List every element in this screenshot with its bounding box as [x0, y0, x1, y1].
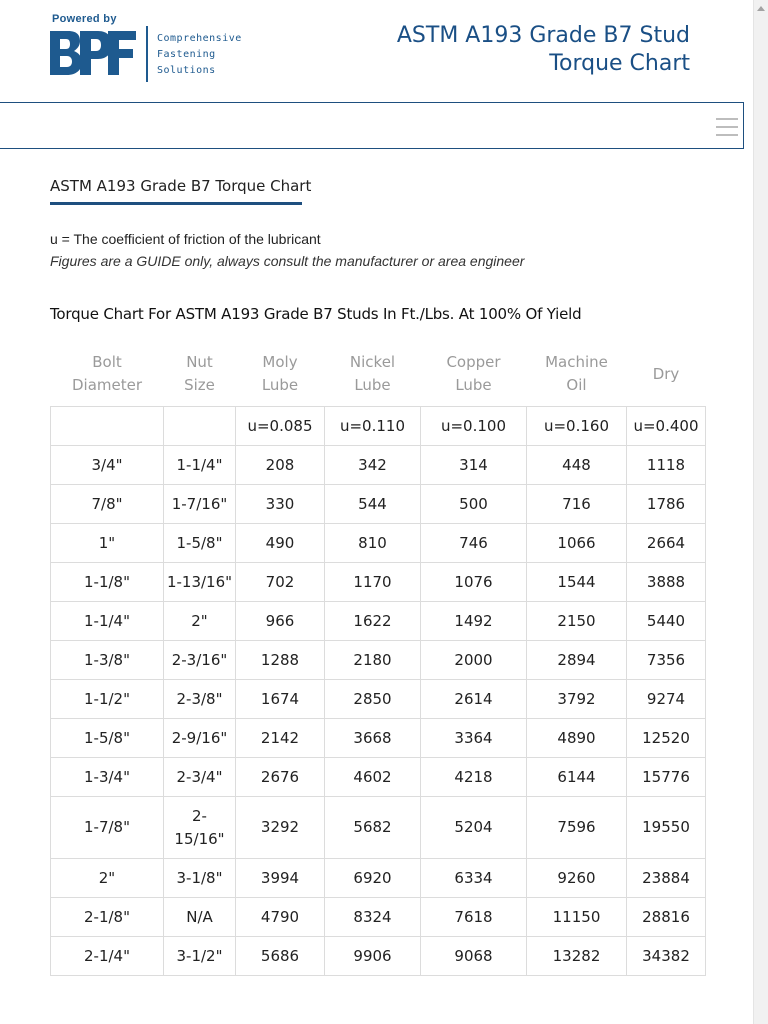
table-cell [51, 407, 164, 446]
table-cell: 3364 [421, 719, 527, 758]
table-cell: 7618 [421, 898, 527, 937]
table-cell: 716 [527, 485, 627, 524]
column-header [236, 342, 325, 407]
table-cell: 1-3/4" [51, 758, 164, 797]
table-row [51, 898, 706, 937]
column-header-line: Nickel [349, 353, 396, 371]
table-cell: 9906 [325, 937, 421, 976]
table-cell: 448 [527, 446, 627, 485]
table-cell: 4218 [421, 758, 527, 797]
table-cell: 9260 [527, 859, 627, 898]
page-scrollbar[interactable] [753, 0, 768, 1024]
table-cell: 966 [236, 602, 325, 641]
table-cell: 8324 [325, 898, 421, 937]
tagline-line: Comprehensive [157, 33, 242, 44]
table-cell: 23884 [627, 859, 706, 898]
table-cell: 12520 [627, 719, 706, 758]
column-header-line: Oil [566, 376, 587, 394]
torque-table [50, 342, 706, 976]
column-header [627, 342, 706, 407]
table-row [51, 602, 706, 641]
table-cell: 2" [51, 859, 164, 898]
table-cell: 4602 [325, 758, 421, 797]
table-cell: 1-3/8" [51, 641, 164, 680]
column-header [51, 342, 164, 407]
table-cell: 490 [236, 524, 325, 563]
table-cell: 1544 [527, 563, 627, 602]
table-cell: 19550 [627, 797, 706, 859]
table-cell: 9068 [421, 937, 527, 976]
table-cell: u=0.110 [325, 407, 421, 446]
table-row [51, 446, 706, 485]
table-row [51, 485, 706, 524]
column-header-line: Lube [455, 376, 492, 394]
column-header-line: Lube [354, 376, 391, 394]
table-cell: 2850 [325, 680, 421, 719]
table-cell: u=0.160 [527, 407, 627, 446]
column-header-line: Bolt [92, 353, 122, 371]
table-cell: 5682 [325, 797, 421, 859]
column-header-line: Moly [262, 353, 298, 371]
table-cell: 34382 [627, 937, 706, 976]
table-cell: u=0.100 [421, 407, 527, 446]
table-cell: 6144 [527, 758, 627, 797]
table-cell: 5204 [421, 797, 527, 859]
table-cell: 1066 [527, 524, 627, 563]
table-cell: 28816 [627, 898, 706, 937]
table-cell: 3-1/8" [164, 859, 236, 898]
table-cell: 1-7/16" [164, 485, 236, 524]
table-cell: 702 [236, 563, 325, 602]
column-header-line: Machine [545, 353, 608, 371]
table-body [51, 407, 706, 976]
column-header-line: Copper [446, 353, 501, 371]
table-row [51, 859, 706, 898]
table-cell: 3-1/2" [164, 937, 236, 976]
column-header-line: Size [184, 376, 215, 394]
table-cell: 7596 [527, 797, 627, 859]
table-header-row [51, 342, 706, 407]
table-cell: 314 [421, 446, 527, 485]
table-cell: 1-1/4" [164, 446, 236, 485]
navigation-bar [0, 102, 744, 149]
table-cell: 208 [236, 446, 325, 485]
table-cell: 13282 [527, 937, 627, 976]
table-row [51, 758, 706, 797]
table-cell: 2-1/8" [51, 898, 164, 937]
section-title: ASTM A193 Grade B7 Torque Chart [50, 177, 312, 195]
table-row [51, 680, 706, 719]
table-cell: 2-9/16" [164, 719, 236, 758]
table-cell: 2180 [325, 641, 421, 680]
table-cell: 1-5/8" [164, 524, 236, 563]
table-cell: 2-3/8" [164, 680, 236, 719]
table-cell: 1288 [236, 641, 325, 680]
table-cell: 1786 [627, 485, 706, 524]
table-cell: 3668 [325, 719, 421, 758]
column-header-line: Nut [186, 353, 213, 371]
table-cell: 1622 [325, 602, 421, 641]
page-title-line2: Torque Chart [549, 51, 690, 76]
table-cell: 2894 [527, 641, 627, 680]
table-cell: 4790 [236, 898, 325, 937]
table-cell: 3792 [527, 680, 627, 719]
table-row [51, 641, 706, 680]
table-cell: 1-7/8" [51, 797, 164, 859]
table-cell: 2142 [236, 719, 325, 758]
table-cell: 2150 [527, 602, 627, 641]
table-cell: 9274 [627, 680, 706, 719]
table-cell: 11150 [527, 898, 627, 937]
table-cell: 1" [51, 524, 164, 563]
table-cell: 1076 [421, 563, 527, 602]
column-header [527, 342, 627, 407]
guide-disclaimer: Figures are a GUIDE only, always consult the manufacturer or area engineer [50, 253, 525, 269]
table-cell: 2-1/4" [51, 937, 164, 976]
table-cell: 3292 [236, 797, 325, 859]
column-header-line: Diameter [71, 376, 143, 394]
table-cell: 3/4" [51, 446, 164, 485]
scroll-up-icon[interactable] [757, 6, 765, 11]
table-cell: 6334 [421, 859, 527, 898]
tagline-line: Fastening [157, 49, 216, 60]
table-cell: 1674 [236, 680, 325, 719]
column-header [421, 342, 527, 407]
table-cell: 500 [421, 485, 527, 524]
table-cell: 2" [164, 602, 236, 641]
table-cell: 3994 [236, 859, 325, 898]
powered-by-label: Powered by [52, 13, 117, 25]
table-cell: 3888 [627, 563, 706, 602]
table-row [51, 937, 706, 976]
table-cell: N/A [164, 898, 236, 937]
table-cell: 5440 [627, 602, 706, 641]
column-header-line: Lube [261, 376, 299, 394]
table-cell: 1492 [421, 602, 527, 641]
table-cell: 342 [325, 446, 421, 485]
column-header [164, 342, 236, 407]
table-cell: 2-3/4" [164, 758, 236, 797]
table-cell: 1-1/4" [51, 602, 164, 641]
hamburger-menu-icon[interactable] [716, 118, 738, 136]
table-row [51, 524, 706, 563]
table-cell: u=0.085 [236, 407, 325, 446]
column-header [325, 342, 421, 407]
table-row [51, 797, 706, 859]
table-cell: 2664 [627, 524, 706, 563]
table-cell: u=0.400 [627, 407, 706, 446]
friction-coefficient-row [51, 407, 706, 446]
table-cell: 1118 [627, 446, 706, 485]
table-cell: 2676 [236, 758, 325, 797]
table-cell: 2- 15/16" [164, 797, 236, 859]
table-cell: 2000 [421, 641, 527, 680]
table-cell: 1-1/2" [51, 680, 164, 719]
table-cell: 810 [325, 524, 421, 563]
logo-divider [146, 26, 148, 82]
table-cell: 7356 [627, 641, 706, 680]
table-cell: 746 [421, 524, 527, 563]
table-cell: 4890 [527, 719, 627, 758]
torque-chart-heading: Torque Chart For ASTM A193 Grade B7 Studs In Ft./Lbs. At 100% Of Yield [50, 305, 582, 323]
table-row [51, 719, 706, 758]
site-header [0, 0, 754, 100]
table-cell: 15776 [627, 758, 706, 797]
table-cell: 544 [325, 485, 421, 524]
table-cell: 1-13/16" [164, 563, 236, 602]
table-cell: 2-3/16" [164, 641, 236, 680]
table-cell: 7/8" [51, 485, 164, 524]
table-cell: 1170 [325, 563, 421, 602]
logo-tagline [157, 31, 242, 79]
table-cell [164, 407, 236, 446]
table-cell: 2614 [421, 680, 527, 719]
column-header-line: Dry [652, 364, 680, 383]
table-cell: 330 [236, 485, 325, 524]
friction-note: u = The coefficient of friction of the lubricant [50, 231, 321, 247]
page-title [397, 22, 690, 78]
table-cell: 5686 [236, 937, 325, 976]
tagline-line: Solutions [157, 65, 216, 76]
table-row [51, 563, 706, 602]
table-cell: 6920 [325, 859, 421, 898]
table-cell: 1-1/8" [51, 563, 164, 602]
section-title-underline [50, 202, 302, 205]
table-cell: 1-5/8" [51, 719, 164, 758]
bpf-logo[interactable] [50, 31, 136, 75]
page-title-line1: ASTM A193 Grade B7 Stud [396, 23, 690, 48]
